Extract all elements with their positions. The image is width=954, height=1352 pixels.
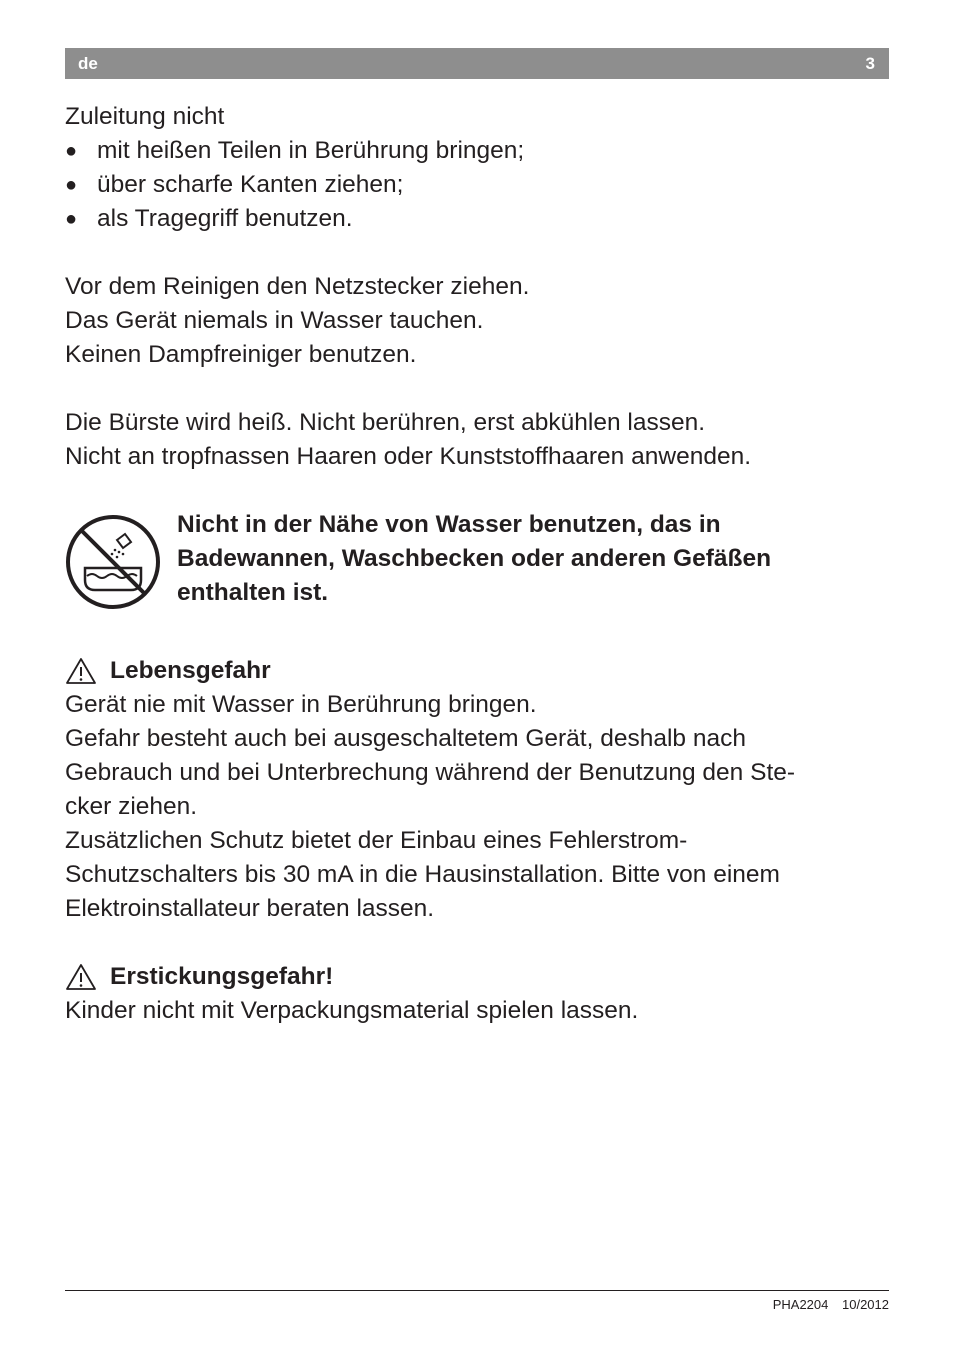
cleaning-line: Das Gerät niemals in Wasser tauchen.: [65, 307, 484, 334]
water-warning-line: Nicht in der Nähe von Wasser benutzen, das in: [177, 511, 721, 538]
danger-life-line: Gebrauch und bei Unterbrechung während der Benutzung den Ste-: [65, 759, 796, 786]
danger-life-line: Zusätzlichen Schutz bietet der Einbau eines Fehlerstrom-: [65, 827, 688, 854]
danger-suffocation-heading: [65, 960, 889, 994]
danger-life-line: Gefahr besteht auch bei ausgeschaltetem Gerät, deshalb nach: [65, 725, 746, 752]
list-item-text: mit heißen Teilen in Berührung bringen;: [97, 137, 525, 164]
page-footer: [773, 1297, 889, 1312]
language-label: de: [78, 54, 98, 73]
danger-suffocation-line: Kinder nicht mit Verpackungsmaterial spielen lassen.: [65, 997, 639, 1024]
page-header-bar: [65, 48, 889, 79]
edition-date: 10/2012: [842, 1297, 889, 1312]
danger-life-line: Gerät nie mit Wasser in Berührung bringen.: [65, 691, 537, 718]
water-warning-line: enthalten ist.: [177, 579, 329, 606]
page-content: [65, 100, 889, 1028]
list-item: [65, 168, 889, 202]
cleaning-line: Vor dem Reinigen den Netzstecker ziehen.: [65, 273, 530, 300]
list-item-text: als Tragegriff benutzen.: [97, 205, 353, 232]
danger-life-title: Lebensgefahr: [110, 657, 271, 684]
warning-triangle-icon: [65, 963, 97, 991]
cleaning-line: Keinen Dampfreiniger benutzen.: [65, 341, 417, 368]
heat-line: Nicht an tropfnassen Haaren oder Kunststoffhaaren anwenden.: [65, 443, 751, 470]
model-number: PHA2204: [772, 1297, 829, 1312]
danger-life-line: Elektroinstallateur beraten lassen.: [65, 895, 435, 922]
heat-line: Die Bürste wird heiß. Nicht berühren, erst abkühlen lassen.: [65, 409, 706, 436]
list-item-text: über scharfe Kanten ziehen;: [97, 171, 404, 198]
warning-triangle-icon: [65, 657, 97, 685]
list-item: [65, 202, 889, 236]
danger-life-heading: [65, 654, 889, 688]
no-water-bath-icon: [65, 514, 177, 620]
cord-intro: Zuleitung nicht: [65, 103, 225, 130]
list-item: [65, 134, 889, 168]
footer-divider: [65, 1290, 889, 1291]
bullet-icon: ●: [65, 208, 78, 230]
danger-life-line: Schutzschalters bis 30 mA in die Hausinstallation. Bitte von einem: [65, 861, 780, 888]
water-warning-text: [177, 508, 771, 610]
bullet-icon: ●: [65, 140, 78, 162]
water-warning-line: Badewannen, Waschbecken oder anderen Gefäßen: [177, 545, 772, 572]
water-warning: [65, 508, 889, 620]
page-number: 3: [865, 54, 875, 73]
danger-suffocation-title: Erstickungsgefahr!: [110, 963, 334, 990]
bullet-icon: ●: [65, 174, 78, 196]
danger-life-line: cker ziehen.: [65, 793, 198, 820]
